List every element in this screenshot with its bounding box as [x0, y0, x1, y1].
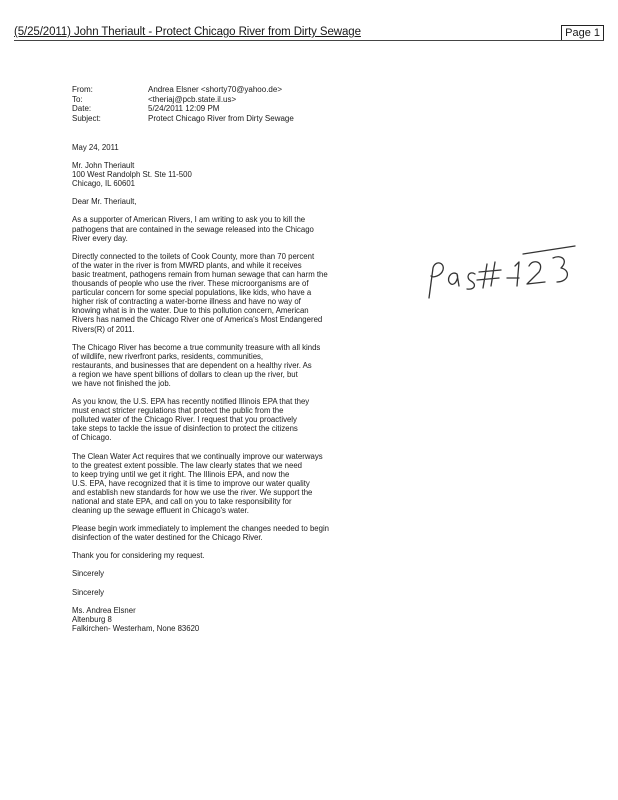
paragraph-line: Rivers has named the Chicago River one of America's Most Endangered: [72, 315, 323, 325]
letter-paragraph: [72, 588, 357, 597]
paragraph-line: As you know, the U.S. EPA has recently notified Illinois EPA that they: [72, 397, 310, 407]
paragraph-line: particular concern for some special populations, like kids, who have a: [72, 288, 312, 298]
recipient-line: 100 West Randolph St. Ste 11-500: [72, 170, 192, 180]
paragraph-line: must enact stricter regulations that protect the public from the: [72, 406, 284, 416]
paragraph-line: knowing what is in the water. Due to this pollution concern, American: [72, 306, 309, 316]
paragraph-line: and establish new standards for how we use the river. We support the: [72, 487, 313, 497]
paragraph-line: As a supporter of American Rivers, I am writing to ask you to kill the: [72, 215, 306, 225]
paragraph-line: pathogens that are contained in the sewage released into the Chicago: [72, 224, 314, 234]
paragraph-line: Please begin work immediately to implement the changes needed to begin: [72, 524, 330, 534]
paragraph-line: of wildlife, new riverfront parks, residents, communities,: [72, 351, 264, 361]
letter-paragraph: [72, 452, 357, 516]
header-title: (5/25/2011) John Theriault - Protect Chicago River from Dirty Sewage: [14, 26, 361, 38]
date-row: [72, 104, 294, 114]
paragraph-line: of the water in the river is from MWRD plants, and while it receives: [72, 260, 302, 270]
paragraph-line: to the greatest extent possible. The law clearly states that we need: [72, 460, 302, 470]
recipient-line: Mr. John Theriault: [72, 161, 135, 171]
paragraph-line: Directly connected to the toilets of Cook County, more than 70 percent: [72, 251, 315, 261]
page-number: Page 1: [561, 25, 604, 41]
paragraph-line: to keep trying until we get it right. The Illinois EPA, and now the: [72, 469, 290, 479]
letter-date: May 24, 2011: [72, 143, 119, 152]
handwritten-stamp-graphic: [423, 240, 583, 310]
paragraph-line: River every day.: [72, 233, 128, 243]
paragraph-line: higher risk of contracting a water-borne illness and have no way of: [72, 297, 301, 307]
paragraph-line: Ms. Andrea Elsner: [72, 605, 136, 615]
paragraph-line: a region we have spent billions of dollars to clean up the river, but: [72, 369, 298, 379]
paragraph-line: Rivers(R) of 2011.: [72, 324, 135, 334]
paragraph-line: take steps to tackle the issue of disinfection to protect the citizens: [72, 424, 298, 434]
paragraph-line: thousands of people who use the river. These microorganisms are of: [72, 279, 309, 289]
paragraph-line: cleaning up the sewage effluent in Chicago's water.: [72, 506, 249, 516]
paragraph-line: Altenburg 8: [72, 614, 112, 624]
letter-body: [72, 143, 357, 642]
to-row: [72, 95, 294, 105]
paragraph-line: The Chicago River has become a true community treasure with all kinds: [72, 342, 321, 352]
subject-row: [72, 114, 294, 124]
letter-paragraphs: [72, 215, 357, 632]
paragraph-line: restaurants, and businesses that are dependent on a healthy river. As: [72, 360, 312, 370]
recipient-block: [72, 161, 357, 188]
paragraph-line: Sincerely: [72, 569, 105, 579]
letter-paragraph: [72, 252, 357, 334]
paragraph-line: Thank you for considering my request.: [72, 551, 205, 561]
paragraph-line: Falkirchen- Westerham, None 83620: [72, 623, 200, 633]
from-label: From:: [72, 85, 93, 94]
recipient-line: Chicago, IL 60601: [72, 179, 135, 189]
letter-paragraph: [72, 606, 357, 633]
paragraph-line: of Chicago.: [72, 433, 112, 443]
handwritten-annotation: [423, 240, 583, 310]
paragraph-line: disinfection of the water destined for the Chicago River.: [72, 533, 263, 543]
letter-paragraph: [72, 397, 357, 442]
paragraph-line: national and state EPA, and call on you to take responsibility for: [72, 497, 292, 506]
from-value: Andrea Elsner <shorty70@yahoo.de>: [148, 85, 282, 94]
paragraph-line: polluted water of the Chicago River. I request that you proactively: [72, 415, 297, 425]
header-rule: [14, 40, 604, 41]
letter-paragraph: [72, 569, 357, 578]
to-label: To:: [72, 94, 83, 104]
subject-value: Protect Chicago River from Dirty Sewage: [148, 113, 294, 123]
date-label: Date:: [72, 104, 92, 114]
paragraph-line: U.S. EPA, have recognized that it is time to improve our water quality: [72, 478, 310, 488]
paragraph-line: basic treatment, pathogens remain from human sewage that can harm the: [72, 269, 328, 279]
letter-paragraph: [72, 524, 357, 542]
salutation: Dear Mr. Theriault,: [72, 197, 137, 207]
date-value: 5/24/2011 12:09 PM: [148, 104, 220, 114]
email-headers: [72, 85, 294, 123]
paragraph-line: we have not finished the job.: [72, 378, 171, 388]
letter-paragraph: [72, 343, 357, 388]
letter-paragraph: [72, 551, 357, 560]
paragraph-line: Sincerely: [72, 587, 105, 597]
paragraph-line: The Clean Water Act requires that we continually improve our waterways: [72, 451, 323, 461]
subject-label: Subject:: [72, 113, 101, 123]
letter-paragraph: [72, 215, 357, 242]
to-value: <theriaj@pcb.state.il.us>: [148, 94, 237, 104]
from-row: [72, 85, 294, 95]
